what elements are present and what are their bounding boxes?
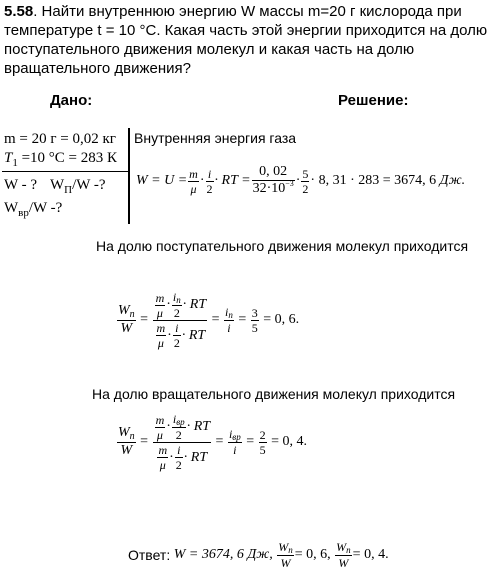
solution-header: Решение:	[338, 92, 409, 109]
rotational-equation: $\frac{W_п}{W}$ = $\frac{m}{\mu}$ · $\frac{\text{iвр}}{2}$ · RT $\frac{m}{\mu}$ · $\frac{i}{2}$ · RT = $\frac{\text{iвр}}{i}$ = $\frac{2}{5}$ = 0, 4.	[118, 412, 308, 472]
find-wp-ratio: $W_П/W$ -?	[50, 177, 106, 196]
translational-equation: $\frac{W_п}{W}$ = $\frac{m}{\mu}$ · $\frac{iп}{2}$ · RT $\frac{m}{\mu}$ · $\frac{i}{2}$ · RT = $\frac{iп}{i}$ = $\frac{3}{5}$ = 0, 6.	[118, 290, 300, 350]
problem-line-4: вращательного движения?	[4, 60, 192, 77]
find-w: W - ?	[4, 177, 38, 193]
given-vertical-divider	[128, 128, 130, 224]
rotational-text: На долю вращательного движения молекул приходится	[92, 386, 456, 402]
given-divider	[2, 171, 128, 172]
problem-line-3: поступательного движения молекул и какая часть на долю	[4, 41, 415, 58]
given-mass: m = 20 г = 0,02 кг	[4, 131, 116, 147]
energy-equation: W = U = $\frac{m}{\mu}$ · $\frac{i}{2}$ · RT = $\frac{0, 02}{32\cdot 10^{-3}}$ · $\frac{5}{2}$ · 8, 31 · 283 = 3674, 6 Дж.	[136, 164, 466, 196]
problem-number: 5.58	[4, 3, 34, 20]
problem-line-1: . Найти внутреннюю энергию W массы m=20 г кислорода при	[33, 3, 462, 20]
find-wvr-ratio: $W_{вр}/W$ -?	[4, 200, 63, 219]
problem-statement	[4, 2, 487, 78]
problem-line-2: температуре t = 10 °C. Какая часть этой энергии приходится на долю	[4, 22, 488, 39]
internal-energy-label: Внутренняя энергия газа	[134, 130, 297, 146]
given-temperature: $T_1 =10$ °C = 283 К	[4, 150, 118, 169]
given-header: Дано:	[50, 92, 93, 109]
translational-text: На долю поступательного движения молекул приходится	[96, 238, 469, 254]
answer-line: Ответ: W = 3674, 6 Дж, $\frac{Wп}{W}$ = 0, 6, $\frac{Wп}{W}$ = 0, 4.	[128, 540, 389, 570]
